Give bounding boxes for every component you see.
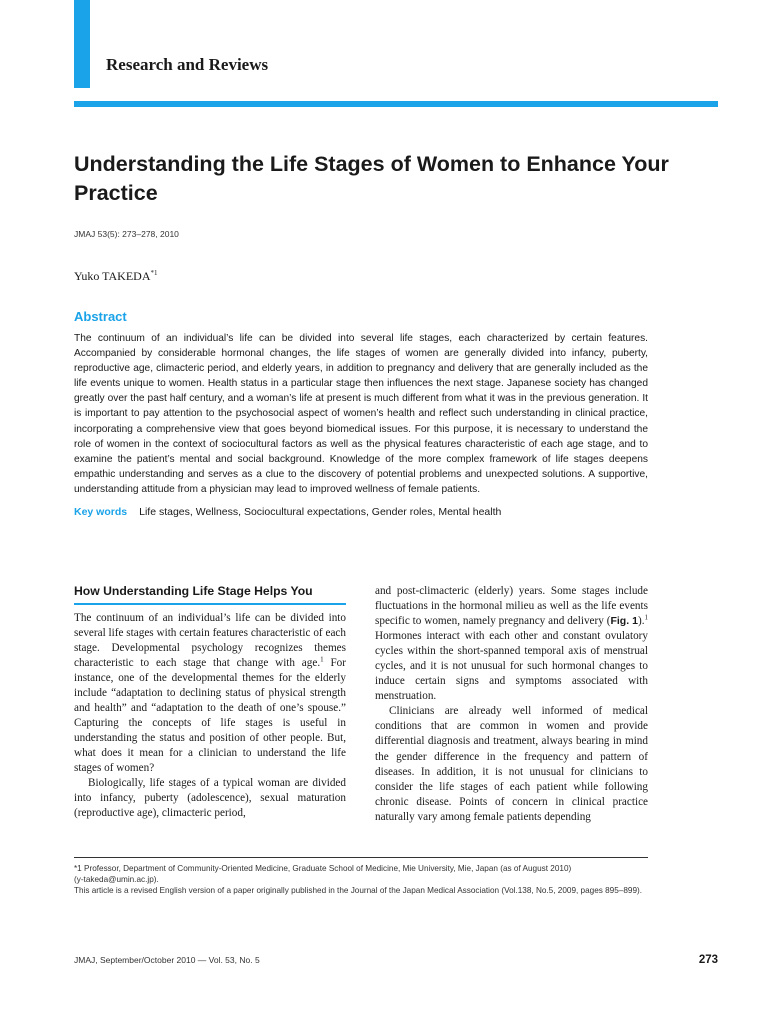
paragraph-text: For instance, one of the developmental themes for the elderly include “adaptation to declining status of physical strength and health” and “adaptation to the death of one’s spouse.” Capturing the concepts of life stages is useful in understanding the status and position of other people. But, what does it mean for a clinician to understand the life stages of women?: [74, 656, 346, 774]
keywords-text: Life stages, Wellness, Sociocultural expectations, Gender roles, Mental health: [139, 506, 502, 518]
paragraph-text: The continuum of an individual’s life can be divided into several life stages with certain features characteristic of each stage. Developmental psychology recognizes themes characteristic to each stage that change with age.: [74, 611, 346, 669]
footnote-origin: This article is a revised English version of a paper originally published in the Journal of the Japan Medical Association (Vol.138, No.5, 2009, pages 895–899).: [74, 886, 643, 895]
body-paragraph: Biologically, life stages of a typical woman are divided into infancy, puberty (adolescence), sexual maturation (reproductive age), climacteric period,: [74, 777, 346, 820]
body-paragraph: [74, 611, 346, 777]
section-heading: How Understanding Life Stage Helps You: [74, 584, 346, 605]
paragraph-text: and post-climacteric (elderly) years. Some stages include fluctuations in the hormonal milieu as well as the life events specific to women, namely pregnancy and delivery (: [375, 585, 648, 628]
paragraph-text: ).: [637, 615, 645, 628]
paragraph-text: Hormones interact with each other and constant ovulatory cycles within the short-spanned temporal axis of menstrual cycles, and it is not unusual for such hormonal changes to induce certain signs and symptoms associated with menstruation.: [375, 630, 648, 703]
keywords: [74, 506, 501, 518]
figure-reference: Fig. 1: [610, 615, 638, 628]
reference-mark: 1: [320, 654, 324, 663]
author-name: Yuko TAKEDA: [74, 269, 151, 283]
page-number: 273: [698, 954, 718, 966]
abstract-text: The continuum of an individual’s life can be divided into several life stages, each characterized by certain features. Accompanied by considerable hormonal changes, the life stages of women are generally divided into infancy, puberty, reproductive age, climacteric period, and elderly years, in addition to pregnancy and delivery that are generally included as the life events unique to women. Health status in a particular stage then influences the next stage. Japanese society has changed greatly over the past half century, and a woman’s life at present is much different from what it was in the previous generation. It is important to pay attention to the psychosocial aspect of women’s health and reflect such understanding in clinical practice, incorporating a comprehensive view that goes beyond biomedical issues. For this purpose, it is necessary to understand the role of women in the context of sociocultural factors as well as the physical features characteristic of each age stage, and to examine the patient’s mental and social background. Knowledge of the more complex framework of life stages deepens empathic understanding and serves as a clue to the discovery of potential problems and unexpected solutions. A supportive, understanding attitude from a physician may lead to improved wellness of female patients.: [74, 333, 648, 495]
body-column-left: [74, 584, 346, 821]
author: [74, 269, 157, 284]
reference-mark: 1: [644, 613, 648, 622]
header-rule: [74, 101, 718, 107]
body-paragraph: [375, 584, 648, 704]
abstract-heading: Abstract: [74, 309, 127, 324]
header-accent-bar: [74, 0, 90, 88]
running-footer: JMAJ, September/October 2010 — Vol. 53, No. 5: [74, 955, 260, 965]
body-column-right: [375, 584, 648, 825]
footnote-email: (y-takeda@umin.ac.jp).: [74, 875, 159, 884]
author-footnote-mark: *1: [150, 269, 158, 277]
citation: JMAJ 53(5): 273–278, 2010: [74, 229, 179, 239]
article-title: Understanding the Life Stages of Women to Enhance Your Practice: [74, 152, 669, 205]
footnote-rule: [74, 857, 648, 858]
body-paragraph: Clinicians are already well informed of medical conditions that are common in women and provide differential diagnosis and treatment, always bearing in mind the gender difference in the frequency and pattern of diseases. In addition, it is not unusual for clinicians to consider the life stages of each patient while following chronic disease. Points of concern in clinical practice naturally vary among female patients depending: [375, 705, 648, 823]
footnotes: [74, 863, 652, 896]
keywords-label: Key words: [74, 506, 128, 518]
section-label: Research and Reviews: [106, 55, 269, 74]
footnote-affiliation: *1 Professor, Department of Community-Oriented Medicine, Graduate School of Medicine, Mie University, Mie, Japan (as of August 2010): [74, 864, 572, 873]
